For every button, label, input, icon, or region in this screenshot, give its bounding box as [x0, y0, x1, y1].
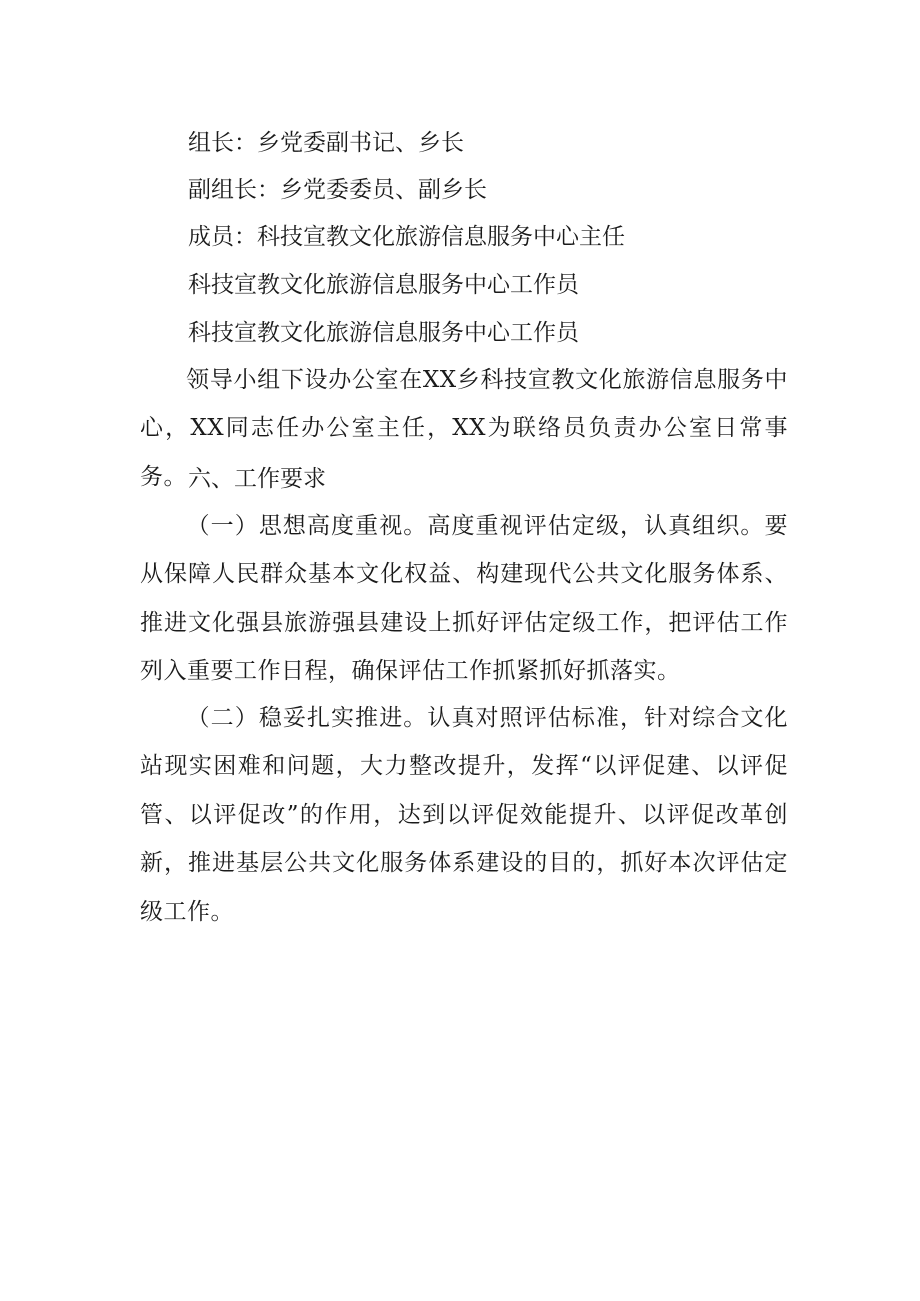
leader-line: 组长：乡党委副书记、乡长 [188, 130, 464, 156]
member-line-2: 科技宣教文化旅游信息服务中心工作员 [188, 272, 579, 298]
requirement-2-text: （二）稳妥扎实推进。认真对照评估标准，针对综合文化站现实困难和问题，大力整改提升，发挥“以评促建、以评促管、以评促改”的作用，达到以评促效能提升、以评促改革创新，推进基层公共文化服务体系建设的目的，抓好本次评估定级工作。 [140, 705, 788, 925]
deputy-leader-line: 副组长：乡党委委员、副乡长 [188, 177, 487, 203]
requirement-1-text: （一）思想高度重视。高度重视评估定级，认真组织。要从保障人民群众基本文化权益、构建现代公共文化服务体系、推进文化强县旅游强县建设上抓好评估定级工作，把评估工作列入重要工作日程，确保评估工作抓紧抓好抓落实。 [140, 513, 788, 685]
member-line: 成员：科技宣教文化旅游信息服务中心主任 [188, 224, 625, 250]
member-line-3: 科技宣教文化旅游信息服务中心工作员 [188, 320, 579, 346]
section-heading: 六、工作要求 [188, 466, 326, 492]
requirement-1-paragraph [140, 502, 788, 696]
requirement-2-paragraph [140, 694, 788, 936]
office-paragraph-text: 领导小组下设办公室在XX乡科技宣教文化旅游信息服务中心，XX同志任办公室主任，XX为联络员负责办公室日常事务。 [140, 367, 788, 490]
